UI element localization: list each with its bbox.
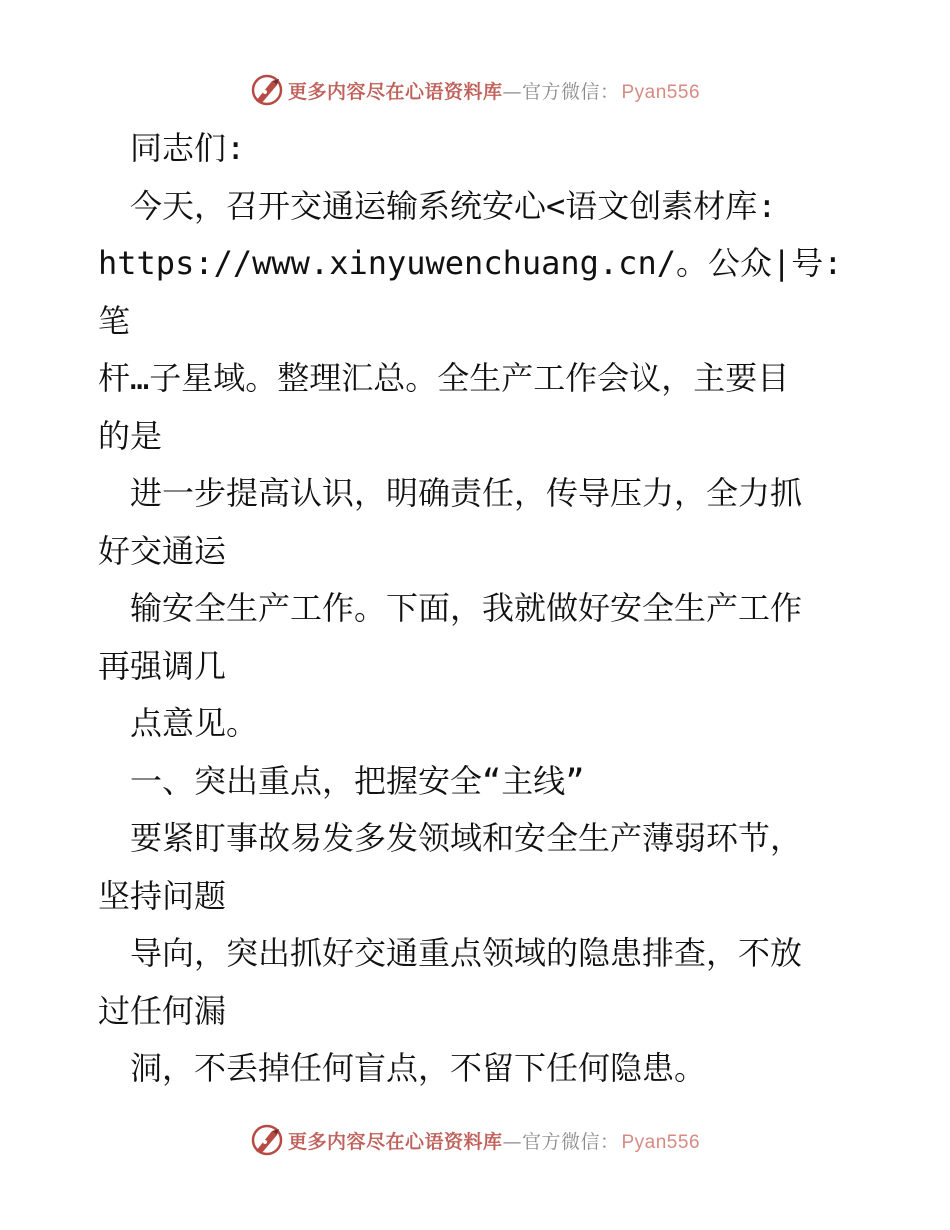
footer-banner [0, 1120, 950, 1160]
banner-dash: — [502, 1130, 522, 1153]
pen-logo-icon [250, 1123, 284, 1157]
body-line: 再强调几 [98, 646, 227, 685]
banner-wechat-id: Pyan556 [621, 1131, 701, 1153]
banner-dash: — [502, 80, 522, 103]
body-line: 导向，突出抓好交通重点领域的隐患排查，不放 [98, 934, 803, 972]
body-line: 坚持问题 [98, 876, 227, 915]
section-heading: 一、突出重点，把握安全“主线” [98, 761, 585, 800]
banner-text [288, 77, 700, 104]
banner-main-text: 更多内容尽在心语资料库 [287, 1130, 503, 1153]
body-line: 同志们: [98, 129, 246, 167]
body-line: 输安全生产工作。下面，我就做好安全生产工作 [98, 589, 803, 627]
body-line: 今天，召开交通运输系统安心<语文创素材库: [98, 186, 777, 225]
banner-sub-text: 官方微信： [521, 1130, 620, 1153]
body-line: 过任何漏 [98, 991, 227, 1030]
body-line: 杆…子星域。整理汇总。全生产工作会议，主要目 [98, 359, 790, 397]
body-line: 好交通运 [98, 531, 227, 570]
header-banner [0, 70, 950, 110]
banner-sub-text: 官方微信： [521, 80, 620, 103]
banner-main-text: 更多内容尽在心语资料库 [287, 80, 503, 103]
body-line: 点意见。 [98, 704, 259, 742]
banner-wechat-id: Pyan556 [621, 81, 701, 103]
pen-logo-icon [250, 73, 284, 107]
document-body [98, 120, 868, 1098]
body-line: https://www.xinyuwenchuang.cn/。公众|号: 笔 [98, 244, 862, 340]
body-line: 要紧盯事故易发多发领域和安全生产薄弱环节， [98, 819, 803, 857]
body-line: 的是 [98, 416, 163, 455]
body-line: 进一步提高认识，明确责任，传导压力，全力抓 [98, 474, 803, 512]
body-line: 洞，不丢掉任何盲点，不留下任何隐患。 [98, 1049, 707, 1087]
banner-text [288, 1127, 700, 1154]
